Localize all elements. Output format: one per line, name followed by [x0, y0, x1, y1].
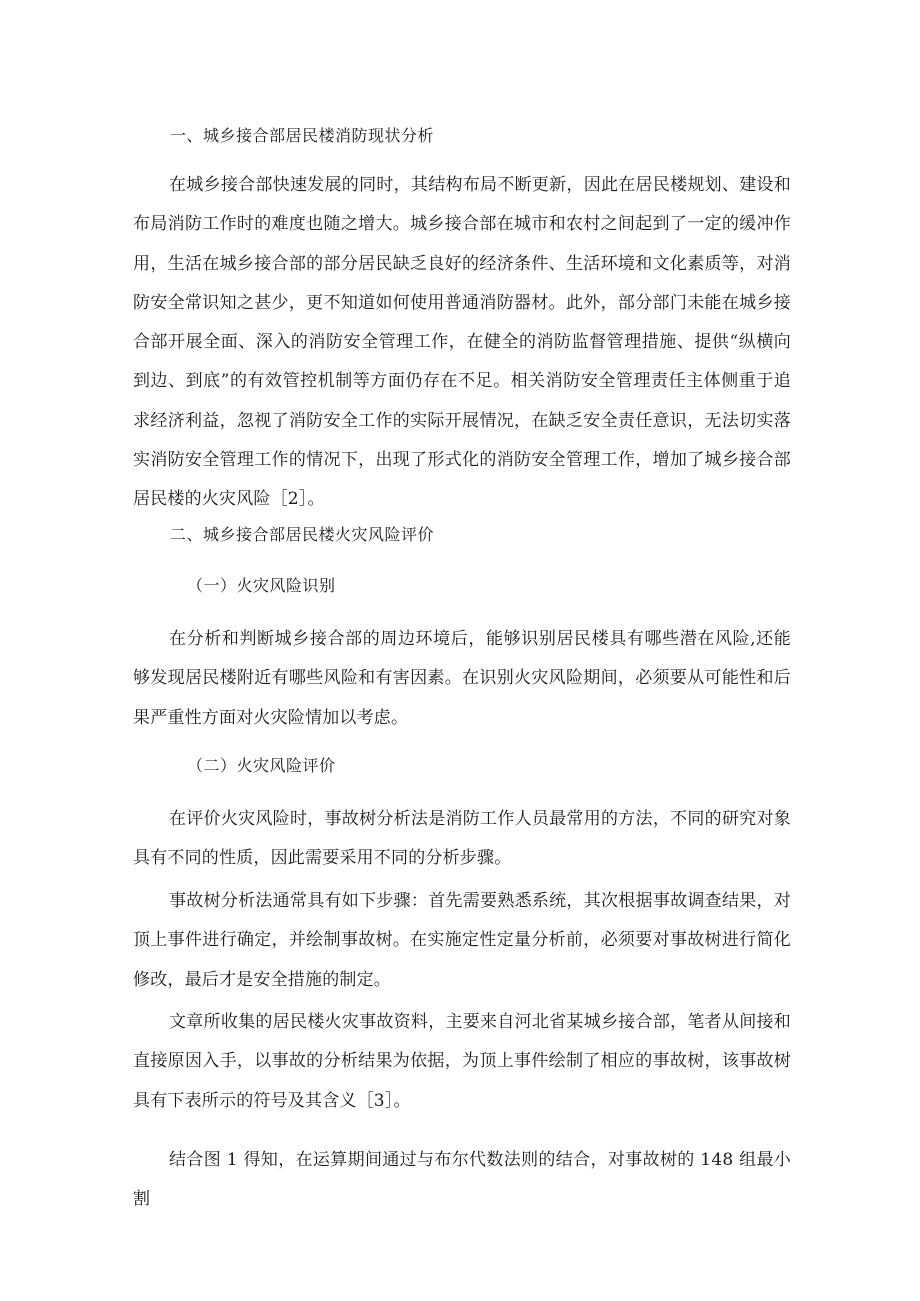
body-paragraph: 事故树分析法通常具有如下步骤：首先需要熟悉系统，其次根据事故调查结果，对顶上事件进行确定，并绘制事故树。在实施定性定量分析前，必须要对事故树进行简化修改，最后才是安全措施的制定。 — [133, 891, 791, 990]
section-heading-2: 二、城乡接合部居民楼火灾风险评价 — [170, 525, 435, 544]
body-paragraph: 结合图 1 得知，在运算期间通过与布尔代数法则的结合，对事故树的 148 组最小割 — [133, 1150, 791, 1210]
body-paragraph: 在城乡接合部快速发展的同时，其结构布局不断更新，因此在居民楼规划、建设和布局消防工作时的难度也随之增大。城乡接合部在城市和农村之间起到了一定的缓冲作用，生活在城乡接合部的部分居民缺乏良好的经济条件、生活环境和文化素质等，对消防安全常识知之甚少，更不知道如何使用普通消防器材。此外，部分部门未能在城乡接合部开展全面、深入的消防安全管理工作，在健全的消防监督管理措施、提供“纵横向到边、到底”的有效管控机制等方面仍存在不足。相关消防安全管理责任主体侧重于追求经济利益，忽视了消防安全工作的实际开展情况，在缺乏安全责任意识，无法切实落实消防安全管理工作的情况下，出现了形式化的消防安全管理工作，增加了城乡接合部居民楼的火灾风险［2］。 — [133, 175, 791, 510]
subsection-heading-1: （一）火灾风险识别 — [187, 576, 336, 595]
body-paragraph: 文章所收集的居民楼火灾事故资料，主要来自河北省某城乡接合部，笔者从间接和直接原因入手，以事故的分析结果为依据，为顶上事件绘制了相应的事故树，该事故树具有下表所示的符号及其含义［3］。 — [133, 1012, 791, 1111]
section-heading-1: 一、城乡接合部居民楼消防现状分析 — [170, 126, 435, 145]
body-paragraph: 在分析和判断城乡接合部的周边环境后，能够识别居民楼具有哪些潜在风险,还能够发现居民楼附近有哪些风险和有害因素。在识别火灾风险期间，必须要从可能性和后果严重性方面对火灾险情加以考虑。 — [133, 629, 791, 728]
subsection-heading-2: （二）火灾风险评价 — [187, 756, 336, 775]
body-paragraph: 在评价火灾风险时，事故树分析法是消防工作人员最常用的方法，不同的研究对象具有不同的性质，因此需要采用不同的分析步骤。 — [133, 809, 791, 869]
